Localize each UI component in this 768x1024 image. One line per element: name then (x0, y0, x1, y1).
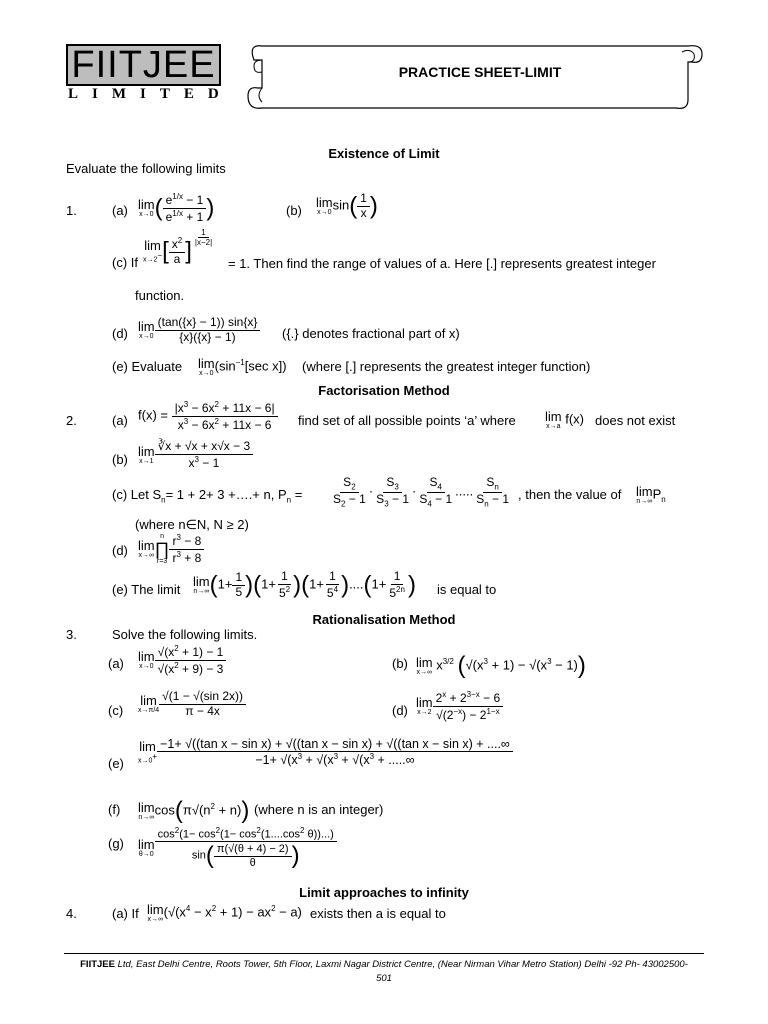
math-expression: lim x→0+ −1+ √((tan x − sin x) + √((tan x − sin x) + √((tan x − sin x) + ....∞ $-1+ √(x^3 + √(x^3 + √(x^3$ + .....∞ (138, 737, 513, 768)
part-label: (b) (112, 452, 128, 467)
math-expression: f(x) = $\frac{|x^3 - 6x^2 + 11x - 6|}{x^3 - 6x^2 + 11x - 6}$ (138, 400, 278, 433)
question-text: (e) The limit (112, 582, 181, 597)
question-note: ({.} denotes fractional part of x) (282, 326, 460, 341)
part-label: (a) (112, 413, 128, 428)
part-label: (a) (112, 203, 128, 218)
math-expression: $\frac{S_2}{S_2 - 1}$ · $\frac{S_3}{S_3 - 1}$ · $\frac{S_4}{S_4 - 1}$ ..... $\frac{S_n}{S_n - 1}$ (333, 475, 510, 508)
question-number: 3. (66, 627, 77, 642)
part-label: (d) (112, 543, 128, 558)
intro-text: Evaluate the following limits (66, 161, 226, 176)
fiitjee-logo (66, 44, 221, 86)
math-expression: lim x→0 $\frac{(\tan(\{x\} - 1)) \sin\{x\}}{\{x\}(\{x\} - 1)}$ (138, 316, 260, 345)
question-number: 1. (66, 203, 77, 218)
math-expression: lim n→∞ $P_n$ (636, 484, 666, 505)
footer-line2: 501 (376, 973, 392, 985)
math-expression: lim n→∞ $\cos(\pi√(n^2 + n))$ (138, 797, 250, 824)
sheet-title: PRACTICE SHEET-LIMIT (398, 64, 562, 80)
section-heading-factorisation: Factorisation Method (318, 383, 450, 398)
question-text: , then the value of (518, 487, 622, 502)
question-text: Solve the following limits. (112, 627, 258, 642)
math-expression: lim x→2 $\frac{2^x + 2^{3-x} - 6}{√(2^{-x}) - 2^{1-x}}$ (416, 690, 503, 723)
question-text: exists then a is equal to (310, 906, 446, 921)
part-label: (b) (392, 656, 408, 671)
math-expression: lim x→0 ( $\frac{e^{1/x} - 1}{e^{1/x} + 1}$ ) (138, 192, 215, 224)
math-expression: lim x→0 sin( $\frac{1}{x}$ ) (316, 191, 378, 220)
math-expression: lim x→a f(x) (545, 409, 584, 430)
question-number: 2. (66, 413, 77, 428)
question-text: (c) Let $S_n= 1 + 2+ 3$ +….+ n, $P_n$ = (112, 487, 303, 505)
question-note: (where n∈N, N ≥ 2) (135, 517, 249, 532)
math-expression: lim x→∞ n ∏ r=3 $\frac{r^3 - 8}{r^3 + 8}$ (138, 533, 204, 566)
question-note: (where n is an integer) (254, 802, 384, 817)
part-label: (e) (108, 756, 124, 771)
math-expression: lim x→1 $\frac{∛x + √x + x√x - 3}{x^3 - 1}$ (138, 440, 253, 471)
math-expression: lim x→π/4 $\frac{√(1 - √(\sin 2x))}{\pi - 4x}$ (138, 690, 246, 719)
math-expression: lim n→∞ (1+ $\frac{1}{5}$ )(1+ $\frac{1}{5^2}$ )(1+ $\frac{1}{5^4}$ )....(1+ $\frac{1}{5^{2n}}$ ) (193, 569, 416, 600)
section-heading-existence: Existence of Limit (328, 146, 440, 161)
logo-subtitle: LIMITED (68, 86, 233, 102)
math-expression: lim x→∞ $x^{3/2}$ $(√(x^3 + 1) - √(x^3 - 1))$ (416, 652, 586, 679)
math-expression: lim x→0 ($\sin^{-1}[\sec$ x]) (198, 356, 287, 377)
question-text: (e) Evaluate (112, 359, 183, 374)
question-text: (a) If (112, 906, 139, 921)
footer-divider (64, 953, 704, 954)
section-heading-rationalisation: Rationalisation Method (312, 612, 456, 627)
part-label: (d) (112, 326, 128, 341)
part-c-label: (c) If (112, 255, 138, 270)
text-fragment: = 1 + 2+ 3 +….+ n, P (165, 487, 287, 502)
part-label: (d) (392, 703, 408, 718)
part-label: (c) (108, 703, 124, 718)
question-text: is equal to (437, 582, 497, 597)
footer-brand: FIITJEE (80, 959, 115, 970)
question-text: function. (135, 288, 185, 303)
part-label: (a) (108, 656, 124, 671)
logo-text: FIITJEE (71, 44, 216, 86)
math-expression: lim x→∞ $(√(x^4 - x^2 + 1) - ax^2 - a)$ (147, 902, 302, 923)
footer-address (64, 958, 704, 987)
part-label: (b) (286, 203, 302, 218)
math-expression: lim x→0 $\frac{√(x^2 + 1) - 1}{√(x^2 + 9) - 3}$ (138, 644, 226, 677)
question-note: (where [.] represents the greatest integer function) (302, 359, 591, 374)
footer-line1: Ltd, East Delhi Centre, Roots Tower, 5th Floor, Laxmi Nagar District Centre, (Near Nirman Vihar Metro Station) Delhi -92 Ph- 43002500- (114, 959, 688, 970)
math-expression: lim x→2− [ $\frac{x^2}{a}$ ] $^{\frac{1}{|x-2|}}$ (143, 228, 213, 266)
question-text: = 1. Then find the range of values of a. Here [.] represents greatest integer (228, 256, 656, 271)
question-text: does not exist (595, 413, 676, 428)
question-number: 4. (66, 906, 77, 921)
section-heading-infinity: Limit approaches to infinity (299, 885, 469, 900)
question-text: find set of all possible points ‘a’ where (298, 413, 516, 428)
math-expression: lim θ→0 $\cos^2(1- \cos^2(1- \cos^2(1....\cos^2$ θ))...) sin( $\frac{\pi(√(\theta + 4) - 2)}{\theta}$ ) (138, 826, 337, 870)
part-label: (f) (108, 802, 121, 817)
part-label: (g) (108, 836, 124, 851)
text-fragment: (c) Let S (112, 487, 162, 502)
